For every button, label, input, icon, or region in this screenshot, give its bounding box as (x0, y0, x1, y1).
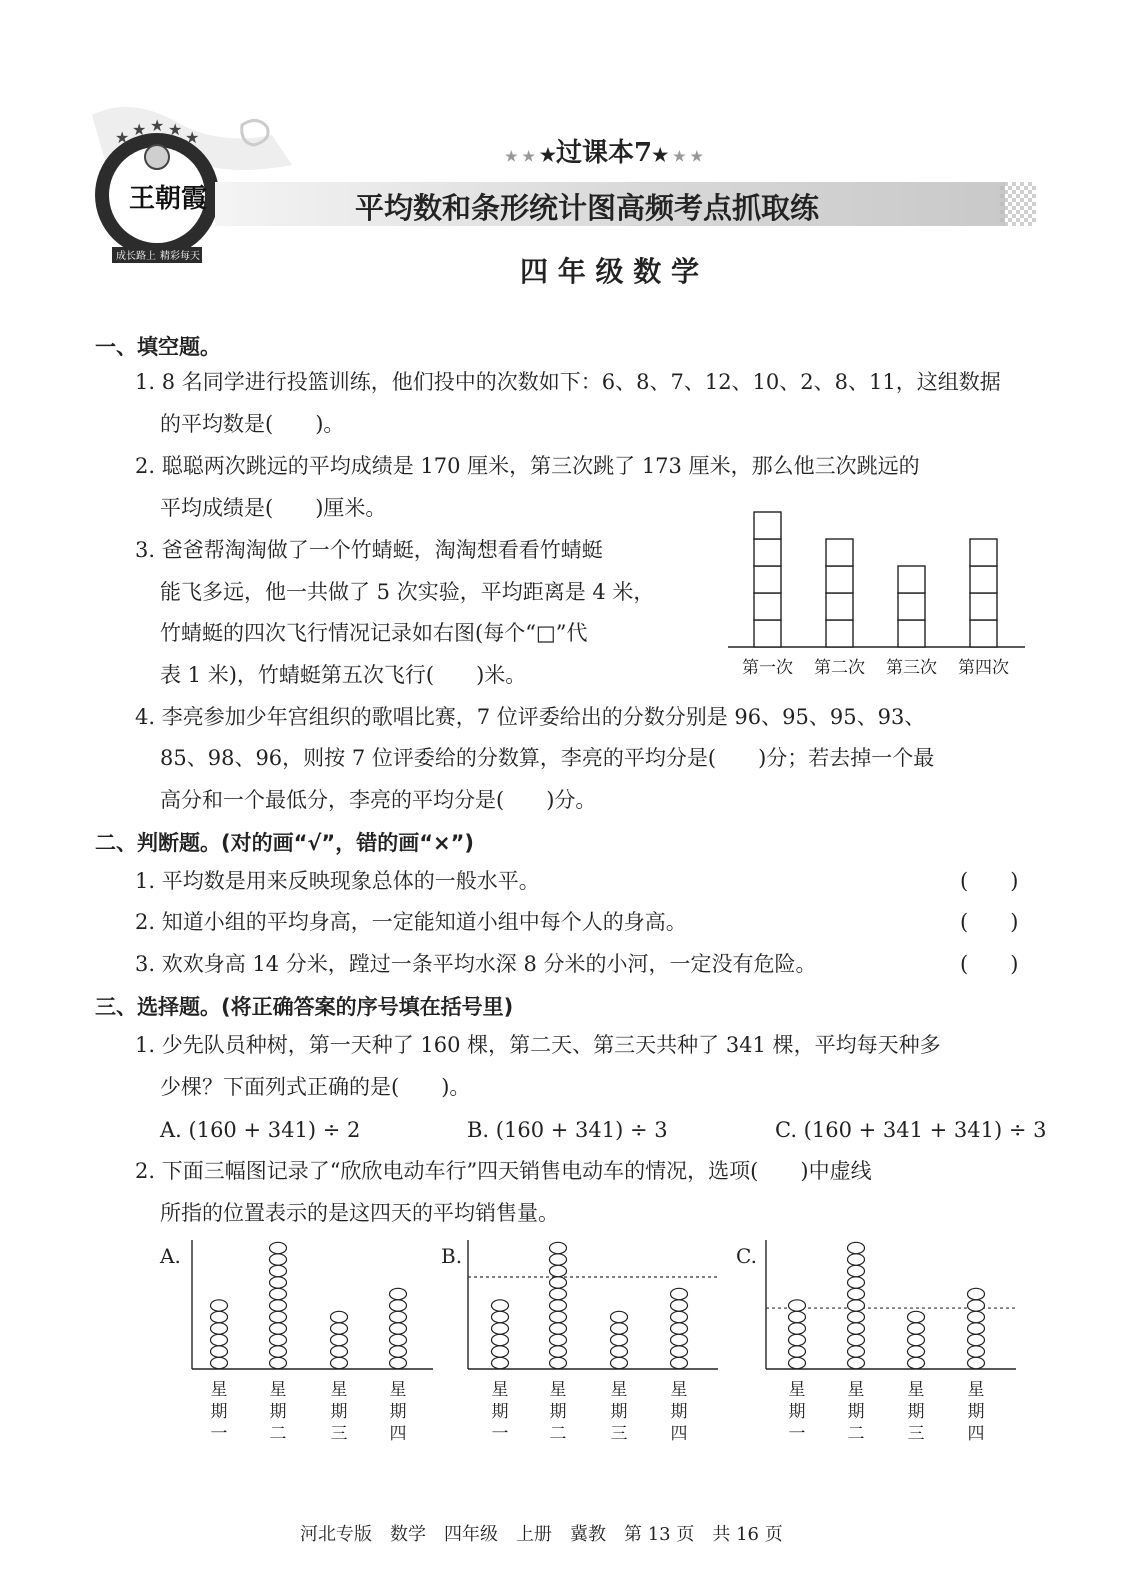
flight-square (898, 620, 925, 647)
flight-square (826, 566, 853, 593)
sales-circle (492, 1311, 509, 1322)
sales-circle (968, 1311, 985, 1322)
sales-circle (331, 1346, 348, 1357)
sales-chart-a (150, 1232, 440, 1447)
s2-answer-blank-3[interactable]: ( ) (960, 952, 1019, 976)
sales-category-label-char: 星 (907, 1380, 925, 1400)
flight-category-label: 第二次 (814, 658, 865, 678)
sales-circle (848, 1311, 865, 1322)
sales-circle (270, 1357, 287, 1368)
sales-category-label-char: 二 (847, 1424, 865, 1444)
sales-circle (611, 1323, 628, 1334)
sales-category-label-char: 星 (491, 1380, 509, 1400)
sales-circle (492, 1357, 509, 1368)
flight-square (898, 593, 925, 620)
flight-square (754, 566, 781, 593)
chart-option-label: C. (736, 1244, 757, 1268)
sales-circle (270, 1242, 287, 1253)
sales-circle (848, 1323, 865, 1334)
s1-q3-line4: 表 1 米)，竹蜻蜓第五次飞行( )米。 (160, 663, 527, 687)
flight-square (970, 620, 997, 647)
s2-answer-blank-1[interactable]: ( ) (960, 869, 1019, 893)
s1-q4-line2: 85、98、96，则按 7 位评委给的分数算，李亮的平均分是( )分；若去掉一个最 (160, 746, 935, 770)
section-1-heading: 一、填空题。 (95, 335, 221, 359)
sales-circle (611, 1357, 628, 1368)
flight-bar-4 (970, 539, 997, 647)
sales-bar-1 (211, 1300, 228, 1369)
sales-circle (270, 1311, 287, 1322)
sales-circle (671, 1300, 688, 1311)
sales-circle (550, 1242, 567, 1253)
sales-circle (270, 1277, 287, 1288)
series-title: ★ ★ ★过课本7★ ★ ★ (505, 138, 704, 168)
sales-circle (550, 1300, 567, 1311)
sales-circle (270, 1265, 287, 1276)
sales-category-label-char: 期 (788, 1402, 806, 1422)
sales-circle (789, 1311, 806, 1322)
s2-answer-blank-2[interactable]: ( ) (960, 910, 1019, 934)
sales-circle (848, 1300, 865, 1311)
sales-circle (848, 1346, 865, 1357)
flight-category-label: 第四次 (958, 658, 1009, 678)
sales-category-label-char: 三 (330, 1424, 348, 1444)
sales-category-label-char: 期 (491, 1402, 509, 1422)
sales-category-label-char: 一 (788, 1424, 806, 1444)
flight-square (826, 539, 853, 566)
sales-circle (492, 1334, 509, 1345)
flight-square (826, 593, 853, 620)
sales-circle (390, 1357, 407, 1368)
flight-bar-2 (826, 539, 853, 647)
sales-circle (908, 1357, 925, 1368)
flight-category-label: 第一次 (742, 658, 793, 678)
flight-bar-3 (898, 566, 925, 647)
sales-circle (908, 1334, 925, 1345)
s2-item-1: 1. 平均数是用来反映现象总体的一般水平。 (135, 869, 540, 893)
sales-category-label-char: 期 (670, 1402, 688, 1422)
flight-chart (720, 505, 1030, 685)
sales-circle (611, 1334, 628, 1345)
sales-circle (848, 1254, 865, 1265)
sales-circle (550, 1311, 567, 1322)
sales-category-label-char: 星 (610, 1380, 628, 1400)
sales-circle (270, 1323, 287, 1334)
sales-category-label-char: 星 (269, 1380, 287, 1400)
sales-circle (671, 1323, 688, 1334)
subtitle: 四 年 级 数 学 (520, 255, 699, 288)
sales-bar-4 (968, 1288, 985, 1368)
sales-circle (968, 1288, 985, 1299)
sales-circle (848, 1265, 865, 1276)
sales-category-label-char: 星 (210, 1380, 228, 1400)
title-band-pattern (1000, 182, 1036, 226)
sales-circle (848, 1288, 865, 1299)
sales-circle (671, 1311, 688, 1322)
sales-circle (789, 1323, 806, 1334)
sales-circle (390, 1288, 407, 1299)
s3-option-b[interactable]: B. (160 + 341) ÷ 3 (467, 1118, 668, 1142)
sales-circle (270, 1254, 287, 1265)
sales-circle (611, 1346, 628, 1357)
sales-circle (968, 1334, 985, 1345)
sales-circle (211, 1300, 228, 1311)
sales-circle (492, 1300, 509, 1311)
sales-circle (671, 1357, 688, 1368)
sales-circle (211, 1323, 228, 1334)
sales-circle (390, 1334, 407, 1345)
sales-circle (550, 1323, 567, 1334)
sales-category-label-char: 期 (389, 1402, 407, 1422)
sales-circle (611, 1311, 628, 1322)
sales-circle (968, 1300, 985, 1311)
page-footer: 河北专版 数学 四年级 上册 冀教 第 13 页 共 16 页 (300, 1524, 783, 1545)
sales-circle (331, 1334, 348, 1345)
svg-text:精彩每天: 精彩每天 (160, 251, 200, 262)
sales-circle (270, 1334, 287, 1345)
sales-category-label-char: 星 (389, 1380, 407, 1400)
s1-q3-line3: 竹蜻蜓的四次飞行情况记录如右图(每个“□”代 (160, 621, 588, 645)
sales-category-label-char: 一 (210, 1424, 228, 1444)
sales-circle (211, 1346, 228, 1357)
s3-q2-line1: 2. 下面三幅图记录了“欣欣电动车行”四天销售电动车的情况，选项( )中虚线 (135, 1159, 872, 1183)
flight-category-label: 第三次 (886, 658, 937, 678)
s1-q1-line2: 的平均数是( )。 (160, 412, 345, 436)
sales-circle (390, 1346, 407, 1357)
s1-q1-line1: 1. 8 名同学进行投篮训练，他们投中的次数如下：6、8、7、12、10、2、8、11，这组数据 (135, 370, 1001, 394)
flight-square (970, 566, 997, 593)
sales-circle (968, 1323, 985, 1334)
sales-circle (968, 1357, 985, 1368)
sales-circle (789, 1346, 806, 1357)
sales-circle (671, 1288, 688, 1299)
sales-circle (550, 1288, 567, 1299)
svg-text:王朝霞: 王朝霞 (129, 184, 208, 214)
chart-option-label: B. (441, 1244, 463, 1268)
s1-q2-line2: 平均成绩是( )厘米。 (160, 496, 387, 520)
s1-q3-line2: 能飞多远，他一共做了 5 次实验，平均距离是 4 米， (160, 580, 655, 604)
sales-circle (848, 1242, 865, 1253)
sales-category-label-char: 期 (330, 1402, 348, 1422)
sales-category-label-char: 二 (549, 1424, 567, 1444)
sales-circle (270, 1300, 287, 1311)
sales-circle (390, 1323, 407, 1334)
sales-circle (550, 1277, 567, 1288)
sales-bar-2 (550, 1242, 567, 1368)
sales-circle (908, 1323, 925, 1334)
flight-bar-1 (754, 512, 781, 647)
s2-item-2: 2. 知道小组的平均身高，一定能知道小组中每个人的身高。 (135, 910, 687, 934)
sales-bar-3 (611, 1311, 628, 1368)
sales-bar-2 (848, 1242, 865, 1368)
s1-q3-line1: 3. 爸爸帮淘淘做了一个竹蜻蜓，淘淘想看看竹蜻蜓 (135, 538, 603, 562)
sales-chart-c (730, 1232, 1030, 1447)
sales-bar-3 (908, 1311, 925, 1368)
section-2-heading: 二、判断题。(对的画“√”，错的画“×”) (95, 831, 475, 855)
svg-text:成长路上: 成长路上 (116, 251, 156, 262)
sales-circle (550, 1254, 567, 1265)
sales-category-label-char: 期 (549, 1402, 567, 1422)
sales-circle (331, 1311, 348, 1322)
sales-bar-1 (492, 1300, 509, 1369)
sales-circle (331, 1323, 348, 1334)
sales-chart-b (435, 1232, 725, 1447)
svg-text:★: ★ (150, 116, 165, 135)
sales-circle (492, 1346, 509, 1357)
section-3-heading: 三、选择题。(将正确答案的序号填在括号里) (95, 995, 514, 1019)
flight-square (970, 539, 997, 566)
s1-q4-line3: 高分和一个最低分，李亮的平均分是( )分。 (160, 788, 597, 812)
sales-circle (211, 1334, 228, 1345)
sales-circle (550, 1334, 567, 1345)
s3-q1-line2: 少棵？下面列式正确的是( )。 (160, 1075, 471, 1099)
sales-bar-2 (270, 1242, 287, 1368)
svg-text:★: ★ (185, 128, 200, 147)
sales-bar-3 (331, 1311, 348, 1368)
sales-category-label-char: 二 (269, 1424, 287, 1444)
sales-circle (270, 1288, 287, 1299)
s3-option-a[interactable]: A. (160 + 341) ÷ 2 (160, 1118, 361, 1142)
sales-circle (789, 1334, 806, 1345)
sales-circle (968, 1346, 985, 1357)
sales-category-label-char: 期 (847, 1402, 865, 1422)
sales-category-label-char: 三 (610, 1424, 628, 1444)
flight-square (754, 593, 781, 620)
flight-square (970, 593, 997, 620)
flight-square (754, 620, 781, 647)
sales-circle (848, 1277, 865, 1288)
sales-category-label-char: 三 (907, 1424, 925, 1444)
flight-square (754, 512, 781, 539)
sales-category-label-char: 四 (670, 1424, 688, 1444)
sales-circle (908, 1311, 925, 1322)
sales-category-label-char: 星 (788, 1380, 806, 1400)
sales-category-label-char: 期 (210, 1402, 228, 1422)
sales-category-label-char: 星 (847, 1380, 865, 1400)
sales-category-label-char: 星 (549, 1380, 567, 1400)
sales-circle (550, 1265, 567, 1276)
main-title: 平均数和条形统计图高频考点抓取练 (355, 191, 820, 225)
s3-q1-line1: 1. 少先队员种树，第一天种了 160 棵，第二天、第三天共种了 341 棵，平均每天种多 (135, 1033, 941, 1057)
sales-category-label-char: 期 (967, 1402, 985, 1422)
sales-category-label-char: 期 (907, 1402, 925, 1422)
flight-square (754, 539, 781, 566)
sales-circle (270, 1346, 287, 1357)
sales-circle (331, 1357, 348, 1368)
sales-circle (550, 1357, 567, 1368)
sales-circle (211, 1311, 228, 1322)
sales-category-label-char: 星 (967, 1380, 985, 1400)
sales-circle (671, 1334, 688, 1345)
s2-item-3: 3. 欢欢身高 14 分米，蹚过一条平均水深 8 分米的小河，一定没有危险。 (135, 952, 817, 976)
sales-circle (789, 1357, 806, 1368)
sales-bar-1 (789, 1300, 806, 1369)
sales-category-label-char: 四 (967, 1424, 985, 1444)
svg-text:★: ★ (132, 120, 147, 139)
sales-bar-4 (671, 1288, 688, 1368)
flight-square (898, 566, 925, 593)
sales-circle (390, 1300, 407, 1311)
sales-circle (671, 1346, 688, 1357)
sales-bar-4 (390, 1288, 407, 1368)
sales-circle (390, 1311, 407, 1322)
s3-option-c[interactable]: C. (160 + 341 + 341) ÷ 3 (775, 1118, 1047, 1142)
sales-circle (492, 1323, 509, 1334)
sales-circle (848, 1357, 865, 1368)
sales-category-label-char: 期 (269, 1402, 287, 1422)
sales-category-label-char: 期 (610, 1402, 628, 1422)
sales-circle (848, 1334, 865, 1345)
svg-text:★: ★ (168, 120, 183, 139)
s1-q4-line1: 4. 李亮参加少年宫组织的歌唱比赛，7 位评委给出的分数分别是 96、95、95、93、 (135, 705, 926, 729)
sales-category-label-char: 一 (491, 1424, 509, 1444)
flight-square (826, 620, 853, 647)
sales-circle (550, 1346, 567, 1357)
sales-category-label-char: 星 (330, 1380, 348, 1400)
sales-circle (211, 1357, 228, 1368)
sales-category-label-char: 四 (389, 1424, 407, 1444)
s1-q2-line1: 2. 聪聪两次跳远的平均成绩是 170 厘米，第三次跳了 173 厘米，那么他三次跳远的 (135, 454, 920, 478)
sales-circle (789, 1300, 806, 1311)
sales-circle (908, 1346, 925, 1357)
svg-text:★: ★ (115, 128, 130, 147)
sales-category-label-char: 星 (670, 1380, 688, 1400)
chart-option-label: A. (160, 1244, 181, 1268)
s3-q2-line2: 所指的位置表示的是这四天的平均销售量。 (160, 1201, 559, 1225)
